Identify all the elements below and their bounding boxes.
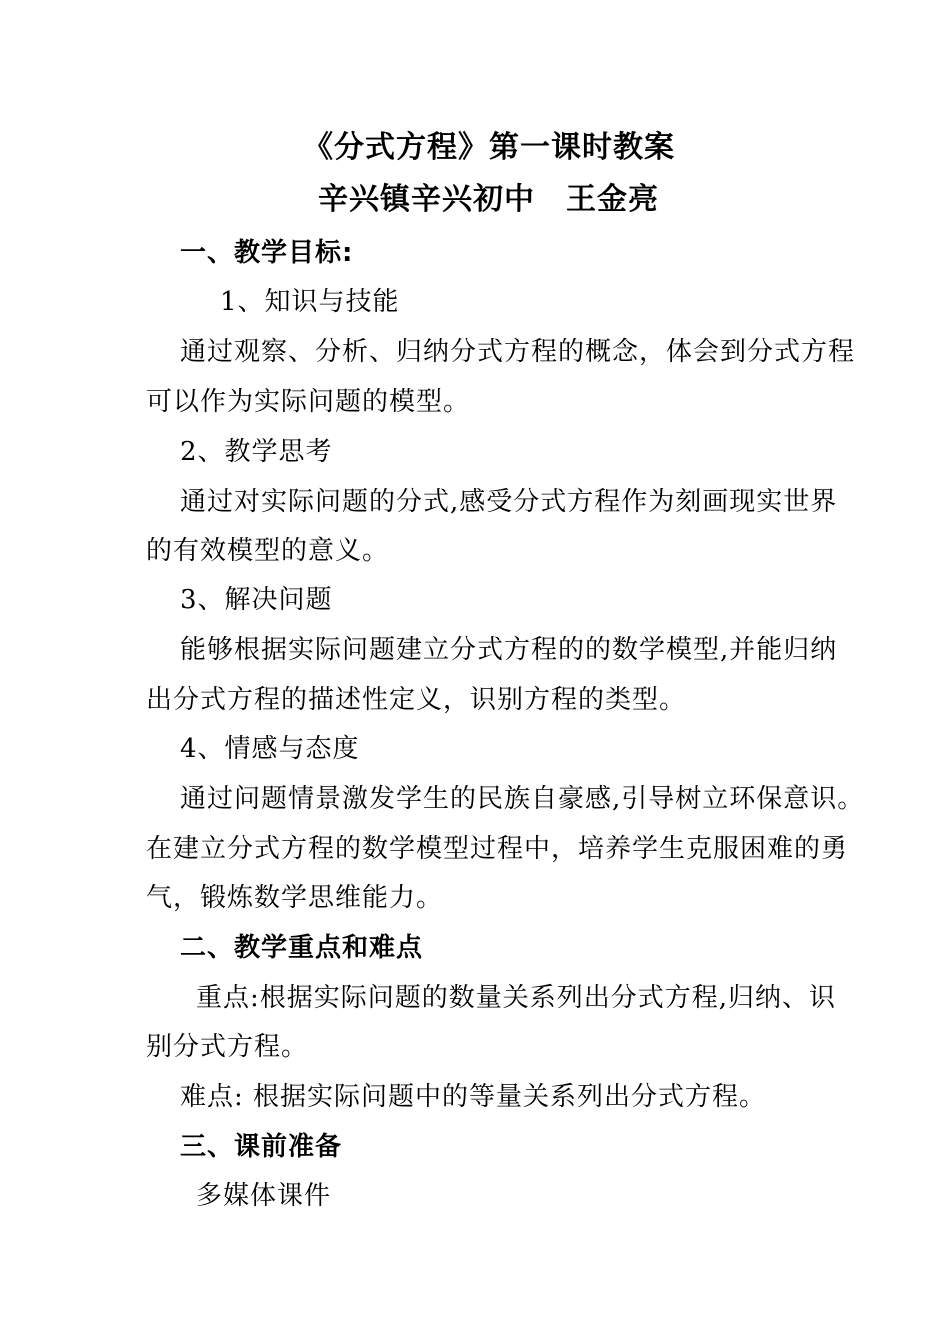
goal-text-line: 可以作为实际问题的模型。 (146, 387, 471, 417)
goal-text-line: 能够根据实际问题建立分式方程的的数学模型,并能归纳 (180, 635, 838, 665)
goal-text-line: 出分式方程的描述性定义，识别方程的类型。 (146, 685, 687, 715)
author-line: 辛兴镇辛兴初中 王金亮 (318, 182, 659, 217)
goal-label-emotion: 4、情感与态度 (180, 734, 360, 764)
goal-text-line: 的有效模型的意义。 (146, 536, 390, 566)
section-heading-preparation: 三、课前准备 (180, 1132, 343, 1162)
goal-label-thinking: 2、教学思考 (180, 437, 333, 467)
goal-label-knowledge: 1、知识与技能 (220, 287, 400, 317)
key-point-text-line: 别分式方程。 (146, 1032, 309, 1062)
goal-text-line: 通过对实际问题的分式,感受分式方程作为刻画现实世界 (180, 487, 838, 517)
goal-label-problem-solving: 3、解决问题 (180, 585, 333, 615)
goal-text-line: 在建立分式方程的数学模型过程中，培养学生克服困难的勇 (146, 834, 849, 864)
preparation-text-line: 多媒体课件 (196, 1181, 332, 1211)
goal-text-line: 气，锻炼数学思维能力。 (146, 883, 444, 913)
key-point-text-line: 难点: 根据实际问题中的等量关系列出分式方程。 (180, 1082, 767, 1112)
goal-text-line: 通过观察、分析、归纳分式方程的概念，体会到分式方程 (180, 337, 856, 367)
section-heading-key-points: 二、教学重点和难点 (180, 933, 424, 963)
section-heading-goals: 一、教学目标: (180, 238, 354, 268)
key-point-text-line: 重点:根据实际问题的数量关系列出分式方程,归纳、识 (196, 983, 837, 1013)
document-title: 《分式方程》第一课时教案 (303, 130, 675, 165)
goal-text-line: 通过问题情景激发学生的民族自豪感,引导树立环保意识。 (180, 784, 865, 814)
